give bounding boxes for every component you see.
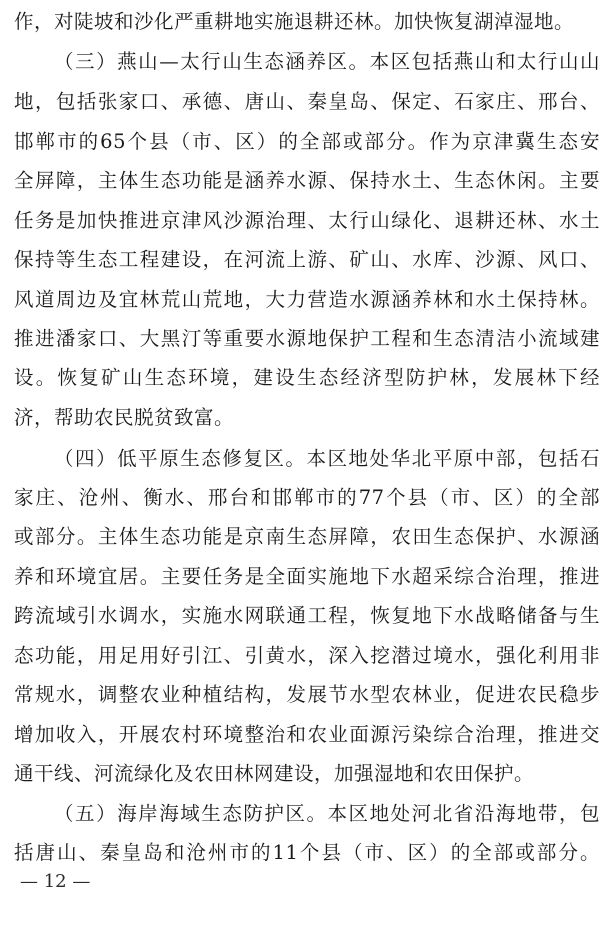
section-heading-line: （三）燕山—太行山生态涵养区。本区包括燕山和太行山山 — [54, 50, 600, 73]
text-line: 推进潘家口、大黑汀等重要水源地保护工程和生态清洁小流域建 — [14, 327, 600, 350]
text-line: 任务是加快推进京津风沙源治理、太行山绿化、退耕还林、水土 — [14, 209, 600, 232]
text-line: 风道周边及宜林荒山荒地，大力营造水源涵养林和水土保持林。 — [14, 288, 600, 311]
text-line: 或部分。主体生态功能是京南生态屏障，农田生态保护、水源涵 — [14, 525, 600, 548]
text-line: 增加收入，开展农村环境整治和农业面源污染综合治理，推进交 — [14, 723, 600, 746]
section-heading-line: （五）海岸海域生态防护区。本区地处河北省沿海地带，包 — [54, 802, 600, 825]
page-number: — 12 — — [20, 871, 91, 892]
text-line: 养和环境宜居。主要任务是全面实施地下水超采综合治理，推进 — [14, 565, 600, 588]
text-line: 括唐山、秦皇岛和沧州市的11个县（市、区）的全部或部分。 — [14, 841, 600, 864]
text-line: 设。恢复矿山生态环境，建设生态经济型防护林，发展林下经 — [14, 366, 600, 389]
text-line: 跨流域引水调水，实施水网联通工程，恢复地下水战略储备与生 — [14, 604, 600, 627]
text-line: 邯郸市的65个县（市、区）的全部或部分。作为京津冀生态安 — [14, 130, 600, 153]
text-line: 作，对陡坡和沙化严重耕地实施退耕还林。加快恢复湖淖湿地。 — [14, 10, 575, 33]
text-line: 保持等生态工程建设，在河流上游、矿山、水库、沙源、风口、 — [14, 248, 600, 271]
text-line: 家庄、沧州、衡水、邢台和邯郸市的77个县（市、区）的全部 — [14, 486, 600, 509]
section-heading-line: （四）低平原生态修复区。本区地处华北平原中部，包括石 — [54, 447, 600, 470]
text-line: 济，帮助农民脱贫致富。 — [14, 406, 235, 429]
text-line: 通干线、河流绿化及农田林网建设，加强湿地和农田保护。 — [14, 762, 535, 785]
text-line: 态功能，用足用好引江、引黄水，深入挖潜过境水，强化利用非 — [14, 644, 600, 667]
text-line: 常规水，调整农业种植结构，发展节水型农林业，促进农民稳步 — [14, 683, 600, 706]
text-line: 全屏障，主体生态功能是涵养水源、保持水土、生态休闲。主要 — [14, 169, 600, 192]
text-line: 地，包括张家口、承德、唐山、秦皇岛、保定、石家庄、邢台、 — [14, 90, 600, 113]
